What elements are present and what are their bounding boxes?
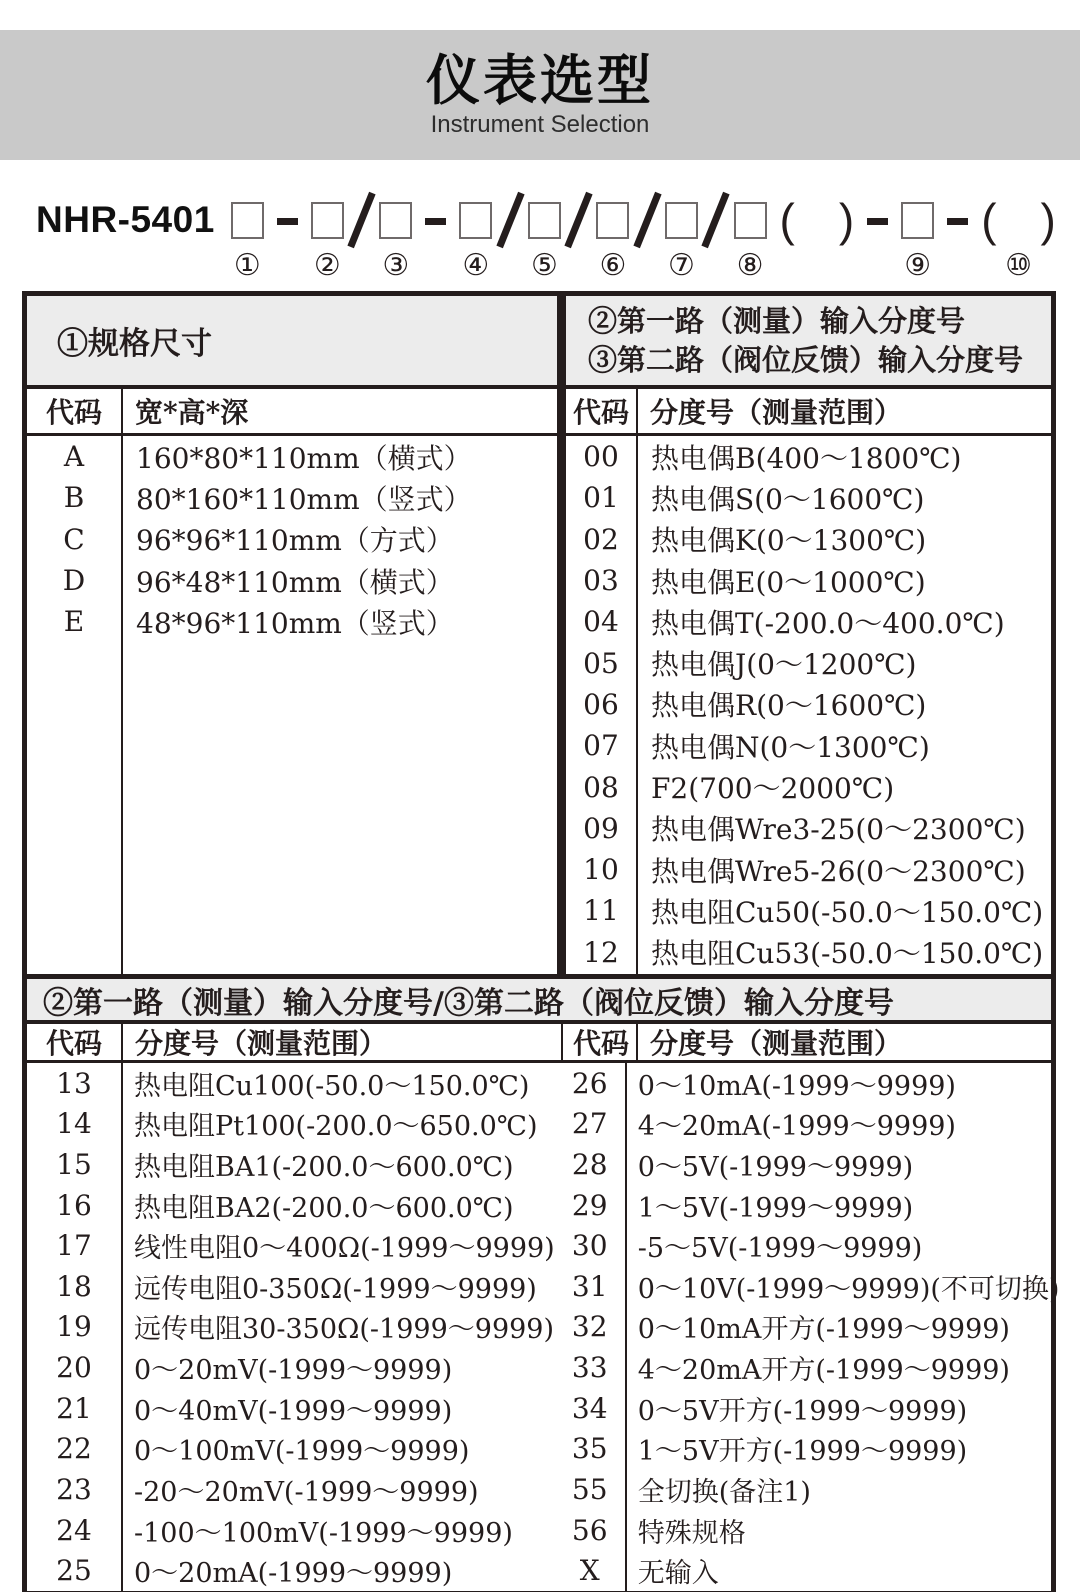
code-cell: 34 xyxy=(555,1388,627,1429)
code-cell: 24 xyxy=(27,1510,123,1551)
code-cell: 01 xyxy=(566,477,638,518)
desc-cell: 远传电阻0-350Ω(-1999～9999) xyxy=(134,1273,537,1305)
table-row xyxy=(27,1550,555,1591)
subheader-divider xyxy=(557,1024,566,1060)
segment-number-label: ④ xyxy=(462,248,490,283)
desc-cell: 热电阻Cu100(-50.0～150.0℃) xyxy=(134,1070,530,1102)
slash-separator xyxy=(347,192,375,248)
desc-cell: 96*48*110mm（横式） xyxy=(136,565,454,599)
column-header-code: 代码 xyxy=(27,389,123,433)
table-row xyxy=(566,560,1051,601)
table-row xyxy=(555,1388,1060,1429)
table-row xyxy=(27,519,557,560)
table-row xyxy=(555,1266,1060,1307)
code-cell: 14 xyxy=(27,1104,123,1145)
code-cell: X xyxy=(555,1550,627,1591)
code-cell: 22 xyxy=(27,1428,123,1469)
desc-cell: 0～5V(-1999～9999) xyxy=(637,1152,914,1184)
code-cell: 55 xyxy=(555,1469,627,1510)
model-segment-parens xyxy=(780,194,855,283)
model-segment-box xyxy=(665,194,698,283)
model-segment-dash xyxy=(277,194,298,283)
table-row xyxy=(555,1063,1060,1104)
code-cell: 21 xyxy=(27,1388,123,1429)
code-cell: 28 xyxy=(555,1144,627,1185)
table-row xyxy=(555,1104,1060,1145)
column-header-range: 分度号（测量范围） xyxy=(650,1027,903,1060)
desc-cell: 0～10mA开方(-1999～9999) xyxy=(637,1314,1010,1346)
model-segment-dash xyxy=(425,194,446,283)
desc-cell: 0～10V(-1999～9999)(不可切换) xyxy=(637,1273,1060,1305)
graduation-rows-left xyxy=(27,1063,555,1591)
table-row xyxy=(566,519,1051,560)
table-row xyxy=(27,1510,555,1551)
segment-number-label xyxy=(812,249,822,283)
model-segment-box xyxy=(901,194,934,283)
table-row xyxy=(555,1469,1060,1510)
model-code-segments xyxy=(231,194,1056,283)
desc-cell: 48*96*110mm（竖式） xyxy=(136,606,454,640)
model-segment-box xyxy=(459,194,492,283)
desc-cell: 0～10mA(-1999～9999) xyxy=(637,1070,956,1102)
code-cell: 17 xyxy=(27,1225,123,1266)
slash-separator xyxy=(702,192,730,248)
spec-size-rows xyxy=(27,436,557,974)
desc-cell: 80*160*110mm（竖式） xyxy=(136,482,472,516)
segment-number-label: ⑥ xyxy=(599,248,627,283)
segment-number-label: ⑩ xyxy=(1005,248,1032,283)
desc-cell: 96*96*110mm（方式） xyxy=(136,524,454,558)
code-cell: 02 xyxy=(566,519,638,560)
segment-number-label: ⑧ xyxy=(736,248,764,283)
table-row xyxy=(555,1428,1060,1469)
dash-separator xyxy=(425,218,446,225)
dash-separator xyxy=(947,218,968,225)
empty-filler-row xyxy=(27,642,557,974)
selection-table xyxy=(22,291,1060,1592)
segment-number-label: ③ xyxy=(382,248,410,283)
code-cell: D xyxy=(27,560,123,601)
dash-separator xyxy=(867,218,888,225)
table-row xyxy=(27,1428,555,1469)
model-segment-parens xyxy=(981,194,1056,283)
code-cell: 06 xyxy=(566,684,638,725)
code-box xyxy=(901,202,934,239)
spec-size-subheader xyxy=(27,389,557,436)
desc-cell: 0～5V开方(-1999～9999) xyxy=(637,1395,968,1427)
code-box xyxy=(665,202,698,239)
code-cell: 12 xyxy=(566,932,638,973)
section-band-title: ②第一路（测量）输入分度号/③第二路（阀位反馈）输入分度号 xyxy=(27,974,1051,1024)
table-row xyxy=(27,1063,555,1104)
code-cell: C xyxy=(27,519,123,560)
code-box xyxy=(596,202,629,239)
code-cell: A xyxy=(27,436,123,477)
table-row xyxy=(27,1307,555,1348)
desc-cell: 4～20mA(-1999～9999) xyxy=(637,1111,956,1143)
column-header-range: 分度号（测量范围） xyxy=(650,396,903,429)
model-segment-slash xyxy=(357,194,367,283)
code-box xyxy=(311,202,344,239)
table-row xyxy=(27,436,557,477)
code-cell: 19 xyxy=(27,1307,123,1348)
code-cell: B xyxy=(27,477,123,518)
code-cell: 25 xyxy=(27,1550,123,1591)
table-row xyxy=(566,890,1051,931)
desc-cell: 0～20mV(-1999～9999) xyxy=(134,1355,453,1387)
code-cell: 26 xyxy=(555,1063,627,1104)
code-cell: E xyxy=(27,601,123,642)
table-row xyxy=(555,1347,1060,1388)
graduation-subheader xyxy=(566,389,1051,436)
column-header-size: 宽*高*深 xyxy=(135,396,249,429)
code-box xyxy=(459,202,492,239)
desc-cell: 热电偶E(0～1000℃) xyxy=(651,565,926,599)
vertical-divider xyxy=(557,296,566,974)
table-row xyxy=(27,1225,555,1266)
code-cell: 07 xyxy=(566,725,638,766)
segment-number-label xyxy=(642,249,652,283)
code-cell: 33 xyxy=(555,1347,627,1388)
bottom-data-area xyxy=(27,1063,1060,1591)
column-header-range: 分度号（测量范围） xyxy=(135,1027,388,1060)
model-segment-box xyxy=(734,194,767,283)
desc-cell: 热电阻Cu50(-50.0～150.0℃) xyxy=(651,895,1044,929)
table-row xyxy=(27,560,557,601)
desc-cell: 热电偶B(400～1800℃) xyxy=(651,441,962,475)
model-segment-box xyxy=(231,194,264,283)
code-cell: 15 xyxy=(27,1144,123,1185)
spec-size-header-cell xyxy=(27,296,557,389)
top-section xyxy=(27,296,1051,974)
desc-cell: -100～100mV(-1999～9999) xyxy=(134,1517,513,1549)
model-segment-dash xyxy=(867,194,888,283)
table-row xyxy=(27,1104,555,1145)
segment-number-label: ⑤ xyxy=(530,248,558,283)
model-segment-box xyxy=(596,194,629,283)
table-row xyxy=(566,436,1051,477)
code-cell: 04 xyxy=(566,601,638,642)
code-box xyxy=(379,202,412,239)
desc-cell: 热电阻Cu53(-50.0～150.0℃) xyxy=(651,937,1044,971)
code-cell: 13 xyxy=(27,1063,123,1104)
code-cell: 29 xyxy=(555,1185,627,1226)
desc-cell: 全切换(备注1) xyxy=(637,1476,811,1508)
desc-cell: 热电偶R(0～1600℃) xyxy=(651,689,927,723)
desc-cell: 160*80*110mm（横式） xyxy=(136,441,472,475)
segment-number-label xyxy=(574,249,584,283)
desc-cell: 1～5V(-1999～9999) xyxy=(637,1192,914,1224)
graduation-rows-top xyxy=(566,436,1051,974)
desc-cell: 无输入 xyxy=(637,1558,719,1590)
model-code-diagram xyxy=(36,194,1080,283)
segment-number-label xyxy=(953,249,963,283)
parentheses: ( ) xyxy=(779,194,855,246)
table-row xyxy=(555,1225,1060,1266)
dash-separator xyxy=(277,218,298,225)
table-row xyxy=(555,1307,1060,1348)
table-row xyxy=(27,1185,555,1226)
code-cell: 56 xyxy=(555,1510,627,1551)
graduation-header-line2: ③第二路（阀位反馈）输入分度号 xyxy=(588,342,1024,377)
table-row xyxy=(27,1266,555,1307)
table-row xyxy=(27,1388,555,1429)
code-box xyxy=(231,202,264,239)
table-row xyxy=(566,932,1051,973)
slash-separator xyxy=(496,192,524,248)
table-row xyxy=(566,601,1051,642)
desc-cell: 1～5V开方(-1999～9999) xyxy=(637,1436,968,1468)
spec-size-panel xyxy=(27,296,557,974)
table-row xyxy=(27,1469,555,1510)
code-cell: 03 xyxy=(566,560,638,601)
slash-separator xyxy=(633,192,661,248)
table-row xyxy=(566,725,1051,766)
table-row xyxy=(555,1185,1060,1226)
desc-cell: 远传电阻30-350Ω(-1999～9999) xyxy=(134,1314,555,1346)
code-cell: 08 xyxy=(566,766,638,807)
table-row xyxy=(27,1144,555,1185)
desc-cell: 线性电阻0～400Ω(-1999～9999) xyxy=(134,1233,555,1265)
model-segment-dash xyxy=(947,194,968,283)
segment-number-label xyxy=(431,249,441,283)
title-band xyxy=(0,30,1080,160)
desc-cell: 热电偶Wre5-26(0～2300℃) xyxy=(651,854,1026,888)
desc-cell: -20～20mV(-1999～9999) xyxy=(134,1476,479,1508)
code-cell: 09 xyxy=(566,808,638,849)
code-cell: 27 xyxy=(555,1104,627,1145)
empty-filler-row xyxy=(566,973,1051,974)
table-row xyxy=(27,477,557,518)
segment-number-label xyxy=(711,249,721,283)
segment-number-label xyxy=(357,249,367,283)
graduation-header-cell xyxy=(566,296,1051,389)
desc-cell: F2(700～2000℃) xyxy=(651,772,895,806)
code-cell: 16 xyxy=(27,1185,123,1226)
segment-number-label: ⑨ xyxy=(904,248,932,283)
code-cell: 31 xyxy=(555,1266,627,1307)
desc-cell: 热电阻BA1(-200.0～600.0℃) xyxy=(134,1152,514,1184)
model-segment-box xyxy=(528,194,561,283)
desc-cell: 热电偶S(0～1600℃) xyxy=(651,482,925,516)
segment-number-label: ⑦ xyxy=(668,248,695,283)
graduation-rows-right xyxy=(555,1063,1060,1591)
table-row xyxy=(555,1144,1060,1185)
graduation-panel-top xyxy=(566,296,1051,974)
code-cell: 32 xyxy=(555,1307,627,1348)
segment-number-label: ① xyxy=(233,248,261,283)
desc-cell: 0～100mV(-1999～9999) xyxy=(134,1436,470,1468)
table-row xyxy=(27,601,557,642)
bottom-subheader xyxy=(27,1024,1051,1063)
table-row xyxy=(555,1550,1060,1591)
model-segment-slash xyxy=(505,194,515,283)
desc-cell: -5～5V(-1999～9999) xyxy=(637,1233,923,1265)
table-row xyxy=(566,684,1051,725)
spec-size-header: ①规格尺寸 xyxy=(57,326,212,362)
desc-cell: 0～20mA(-1999～9999) xyxy=(134,1558,453,1590)
code-cell: 10 xyxy=(566,849,638,890)
table-row xyxy=(566,766,1051,807)
segment-number-label xyxy=(283,249,293,283)
desc-cell: 0～40mV(-1999～9999) xyxy=(134,1395,453,1427)
desc-cell: 热电偶Wre3-25(0～2300℃) xyxy=(651,813,1026,847)
desc-cell: 热电阻BA2(-200.0～600.0℃) xyxy=(134,1192,514,1224)
model-segment-box xyxy=(311,194,344,283)
code-cell: 05 xyxy=(566,642,638,683)
graduation-header-line1: ②第一路（测量）输入分度号 xyxy=(588,303,966,338)
page-title: 仪表选型 xyxy=(426,49,654,112)
desc-cell: 热电偶J(0～1200℃) xyxy=(651,648,917,682)
parentheses: ( ) xyxy=(981,194,1056,246)
code-cell: 11 xyxy=(566,890,638,931)
code-cell: 18 xyxy=(27,1266,123,1307)
code-box xyxy=(528,202,561,239)
table-row xyxy=(566,808,1051,849)
segment-number-label xyxy=(505,249,515,283)
column-header-code: 代码 xyxy=(566,1024,638,1060)
model-segment-slash xyxy=(574,194,584,283)
model-number: NHR-5401 xyxy=(36,199,215,240)
model-segment-slash xyxy=(642,194,652,283)
table-row xyxy=(566,477,1051,518)
code-cell: 00 xyxy=(566,436,638,477)
table-row xyxy=(566,642,1051,683)
desc-cell: 热电阻Pt100(-200.0～650.0℃) xyxy=(134,1111,538,1143)
desc-cell: 热电偶N(0～1300℃) xyxy=(651,730,930,764)
model-segment-box xyxy=(379,194,412,283)
desc-cell: 热电偶K(0～1300℃) xyxy=(651,524,927,558)
desc-cell: 热电偶T(-200.0～400.0℃) xyxy=(651,606,1005,640)
column-header-code: 代码 xyxy=(566,389,638,433)
code-box xyxy=(734,202,767,239)
code-cell: 23 xyxy=(27,1469,123,1510)
table-row xyxy=(566,849,1051,890)
model-segment-slash xyxy=(711,194,721,283)
code-cell: 30 xyxy=(555,1225,627,1266)
page-subtitle: Instrument Selection xyxy=(430,111,650,138)
table-row xyxy=(555,1510,1060,1551)
slash-separator xyxy=(565,192,593,248)
code-cell: 20 xyxy=(27,1347,123,1388)
table-row xyxy=(27,1347,555,1388)
segment-number-label xyxy=(873,249,883,283)
segment-number-label: ② xyxy=(313,248,341,283)
column-header-code: 代码 xyxy=(27,1024,123,1060)
desc-cell: 4～20mA开方(-1999～9999) xyxy=(637,1355,1010,1387)
code-cell: 35 xyxy=(555,1428,627,1469)
desc-cell: 特殊规格 xyxy=(637,1517,746,1549)
